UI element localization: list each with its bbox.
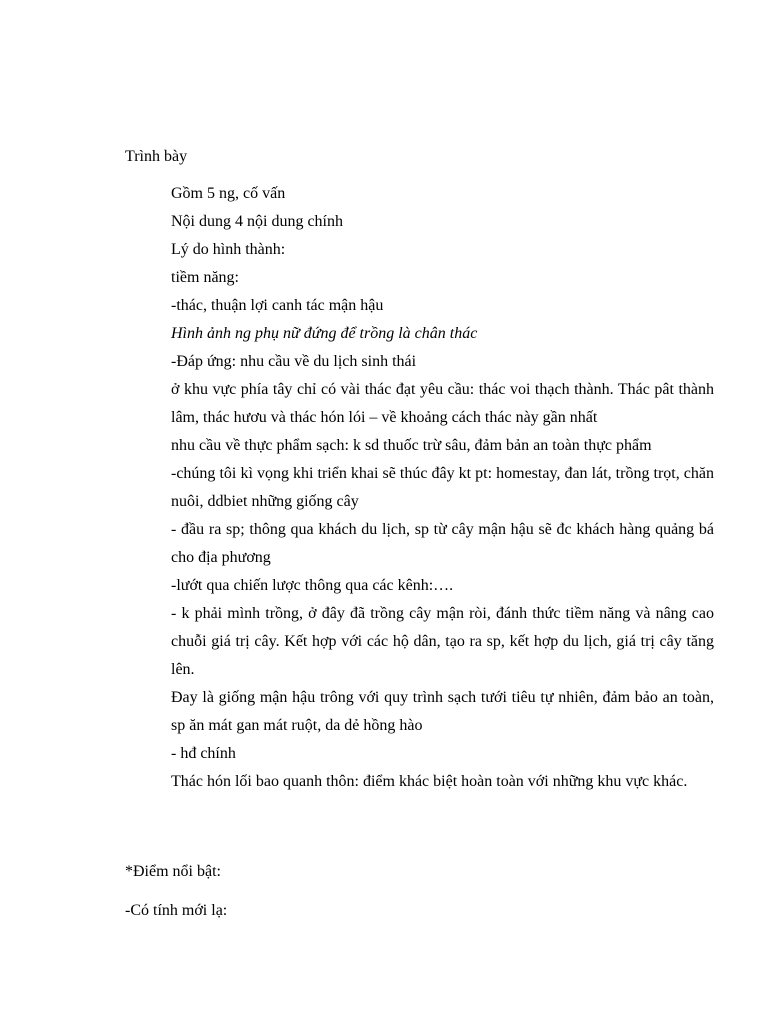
note-line-output: - đầu ra sp; thông qua khách du lịch, sp từ cây mận hậu sẽ đc khách hàng quảng bá cho địa phương <box>171 521 714 566</box>
note-line-clean-food: nhu cầu về thực phẩm sạch: k sd thuốc trừ sâu, đảm bản an toàn thực phẩm <box>171 437 652 454</box>
highlight-heading: *Điểm nổi bật: <box>125 863 221 880</box>
note-line-value-chain: - k phải mình trồng, ở đây đã trồng cây mận ròi, đánh thức tiềm năng và nâng cao chuỗi giá trị cây. Kết hợp với các hộ dân, tạo ra sp, kết hợp du lịch, giá trị cây tăng lên. <box>171 605 714 678</box>
note-line-main-activity: - hđ chính <box>171 745 236 762</box>
notes-body <box>171 180 714 796</box>
note-line-team: Gồm 5 ng, cố vấn <box>171 185 286 202</box>
highlight-novelty: -Có tính mới lạ: <box>125 902 228 919</box>
note-line-content: Nội dung 4 nội dung chính <box>171 213 343 230</box>
note-line-village: Thác hón lối bao quanh thôn: điểm khác biệt hoàn toàn với những khu vực khác. <box>171 773 688 790</box>
note-line-ecotourism: -Đáp ứng: nhu cầu về du lịch sinh thái <box>171 353 417 370</box>
note-line-image: Hình ảnh ng phụ nữ đứng để trồng là chân thác <box>171 325 478 342</box>
note-line-potential: tiềm năng: <box>171 269 239 286</box>
note-line-strategy: -lướt qua chiến lược thông qua các kênh:…. <box>171 577 454 594</box>
note-line-expectation: -chúng tôi kì vọng khi triển khai sẽ thúc đây kt pt: homestay, đan lát, trồng trọt, chăn nuôi, ddbiet những giống cây <box>171 465 714 510</box>
note-line-west-region: ở khu vực phía tây chỉ có vài thác đạt yêu cầu: thác voi thạch thành. Thác pât thành lâm, thác hươu và thác hón lói – về khoảng cách thác này gần nhất <box>171 381 714 426</box>
note-line-reason: Lý do hình thành: <box>171 241 286 258</box>
note-line-waterfall: -thác, thuận lợi canh tác mận hậu <box>171 297 384 314</box>
note-line-plum-variety: Đay là giống mận hậu trông với quy trình sạch tưới tiêu tự nhiên, đảm bảo an toàn, sp ăn mát gan mát ruột, da dẻ hồng hào <box>171 689 714 734</box>
section-heading: Trình bày <box>125 148 188 165</box>
